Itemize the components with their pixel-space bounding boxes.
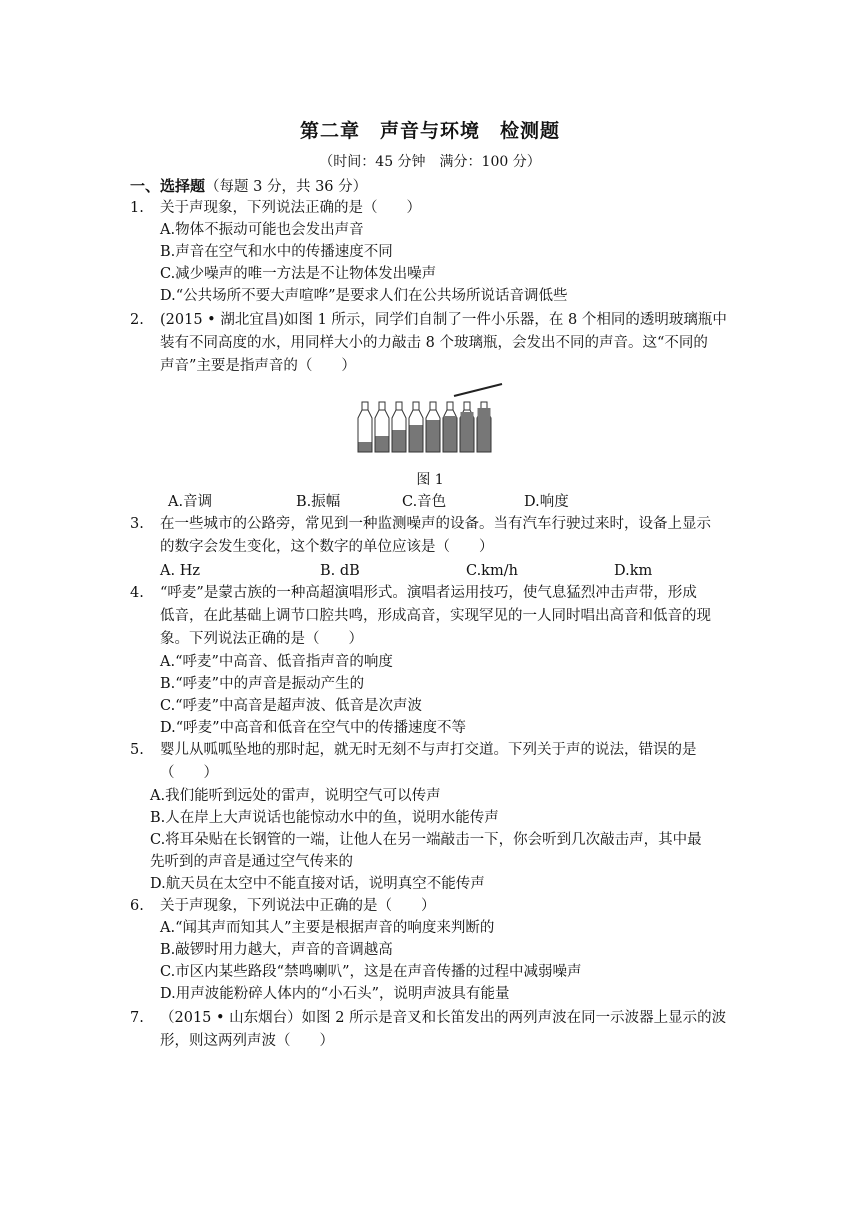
question-number: 4. [130, 585, 144, 601]
question-line: 象。下列说法正确的是（ ） [160, 631, 363, 647]
question-number: 6. [130, 898, 144, 914]
figure-caption: 图 1 [416, 472, 444, 488]
question-line: 的数字会发生变化，这个数字的单位应该是（ ） [160, 539, 494, 555]
option-a: A.物体不振动可能也会发出声音 [160, 222, 364, 238]
section-note: （每题 3 分，共 36 分） [205, 179, 368, 195]
section-heading [130, 175, 367, 196]
question-line: （2015 • 山东烟台）如图 2 所示是音叉和长笛发出的两列声波在同一示波器上显示的波 [160, 1010, 727, 1026]
option-c: C.减少噪声的唯一方法是不让物体发出噪声 [160, 266, 437, 282]
option-a: A.“闻其声而知其人”主要是根据声音的响度来判断的 [160, 920, 495, 936]
option-a: A.“呼麦”中高音、低音指声音的响度 [160, 654, 393, 670]
option-c: C.km/h [466, 563, 518, 579]
question-line: 低音，在此基础上调节口腔共鸣，形成高音，实现罕见的一人同时唱出高音和低音的现 [160, 608, 711, 624]
question-number: 3. [130, 516, 144, 532]
option-a: A. Hz [160, 563, 200, 579]
question-line: 装有不同高度的水，用同样大小的力敲击 8 个玻璃瓶，会发出不同的声音。这“不同的 [160, 335, 708, 351]
bottle-icon [460, 402, 474, 452]
option-d: D.“呼麦”中高音和低音在空气中的传播速度不等 [160, 720, 467, 736]
option-c: C.将耳朵贴在长钢管的一端，让他人在另一端敲击一下，你会听到几次敲击声，其中最 [150, 832, 702, 848]
question-line: “呼麦”是蒙古族的一种高超演唱形式。演唱者运用技巧，使气息猛烈冲击声带，形成 [160, 585, 697, 601]
option-b: B.人在岸上大声说话也能惊动水中的鱼，说明水能传声 [150, 810, 499, 826]
glass-bottles-figure [350, 380, 510, 456]
bottle-icon [358, 402, 372, 452]
option-c: C.市区内某些路段“禁鸣喇叭”，这是在声音传播的过程中减弱噪声 [160, 964, 582, 980]
bottle-icon [409, 402, 423, 452]
option-d: D.航天员在太空中不能直接对话，说明真空不能传声 [150, 876, 485, 892]
question-stem: 关于声现象，下列说法正确的是（ ） [160, 200, 421, 216]
option-b: B.振幅 [296, 494, 341, 510]
option-d: D.“公共场所不要大声喧哗”是要求人们在公共场所说话音调低些 [160, 288, 568, 304]
question-stem: 关于声现象，下列说法中正确的是（ ） [160, 898, 436, 914]
option-b: B.声音在空气和水中的传播速度不同 [160, 244, 393, 260]
option-b: B.敲锣时用力越大，声音的音调越高 [160, 942, 393, 958]
bottle-icon [443, 402, 457, 452]
option-c: C.音色 [402, 494, 447, 510]
option-d: D.用声波能粉碎人体内的“小石头”，说明声波具有能量 [160, 986, 510, 1002]
option-b: B.“呼麦”中的声音是振动产生的 [160, 676, 365, 692]
question-line: 婴儿从呱呱坠地的那时起，就无时无刻不与声打交道。下列关于声的说法，错误的是 [160, 742, 697, 758]
question-line: （ ） [160, 765, 218, 781]
question-number: 1. [130, 200, 144, 216]
question-number: 2. [130, 312, 144, 328]
question-number: 5. [130, 742, 144, 758]
section-label: 一、选择题 [130, 177, 206, 195]
question-number: 7. [130, 1010, 144, 1026]
option-a: A.我们能听到远处的雷声，说明空气可以传声 [150, 788, 441, 804]
option-a: A.音调 [168, 494, 213, 510]
bottle-icon [375, 402, 389, 452]
option-c: C.“呼麦”中高音是超声波、低音是次声波 [160, 698, 423, 714]
bottle-icon [392, 402, 406, 452]
exam-info: （时间：45 分钟 满分：100 分） [319, 154, 541, 170]
question-line: 在一些城市的公路旁，常见到一种监测噪声的设备。当有汽车行驶过来时，设备上显示 [160, 516, 711, 532]
bottle-icon [477, 402, 491, 452]
option-d: D.km [614, 563, 653, 579]
page-title: 第二章 声音与环境 检测题 [299, 120, 560, 142]
option-c-continued: 先听到的声音是通过空气传来的 [150, 854, 353, 870]
question-line: 声音”主要是指声音的（ ） [160, 358, 356, 374]
question-line: 形，则这两列声波（ ） [160, 1033, 334, 1049]
option-b: B. dB [320, 563, 360, 579]
question-line: (2015 • 湖北宜昌)如图 1 所示，同学们自制了一件小乐器，在 8 个相同的透明玻璃瓶中 [160, 312, 727, 328]
option-d: D.响度 [524, 494, 569, 510]
bottle-icon [426, 402, 440, 452]
